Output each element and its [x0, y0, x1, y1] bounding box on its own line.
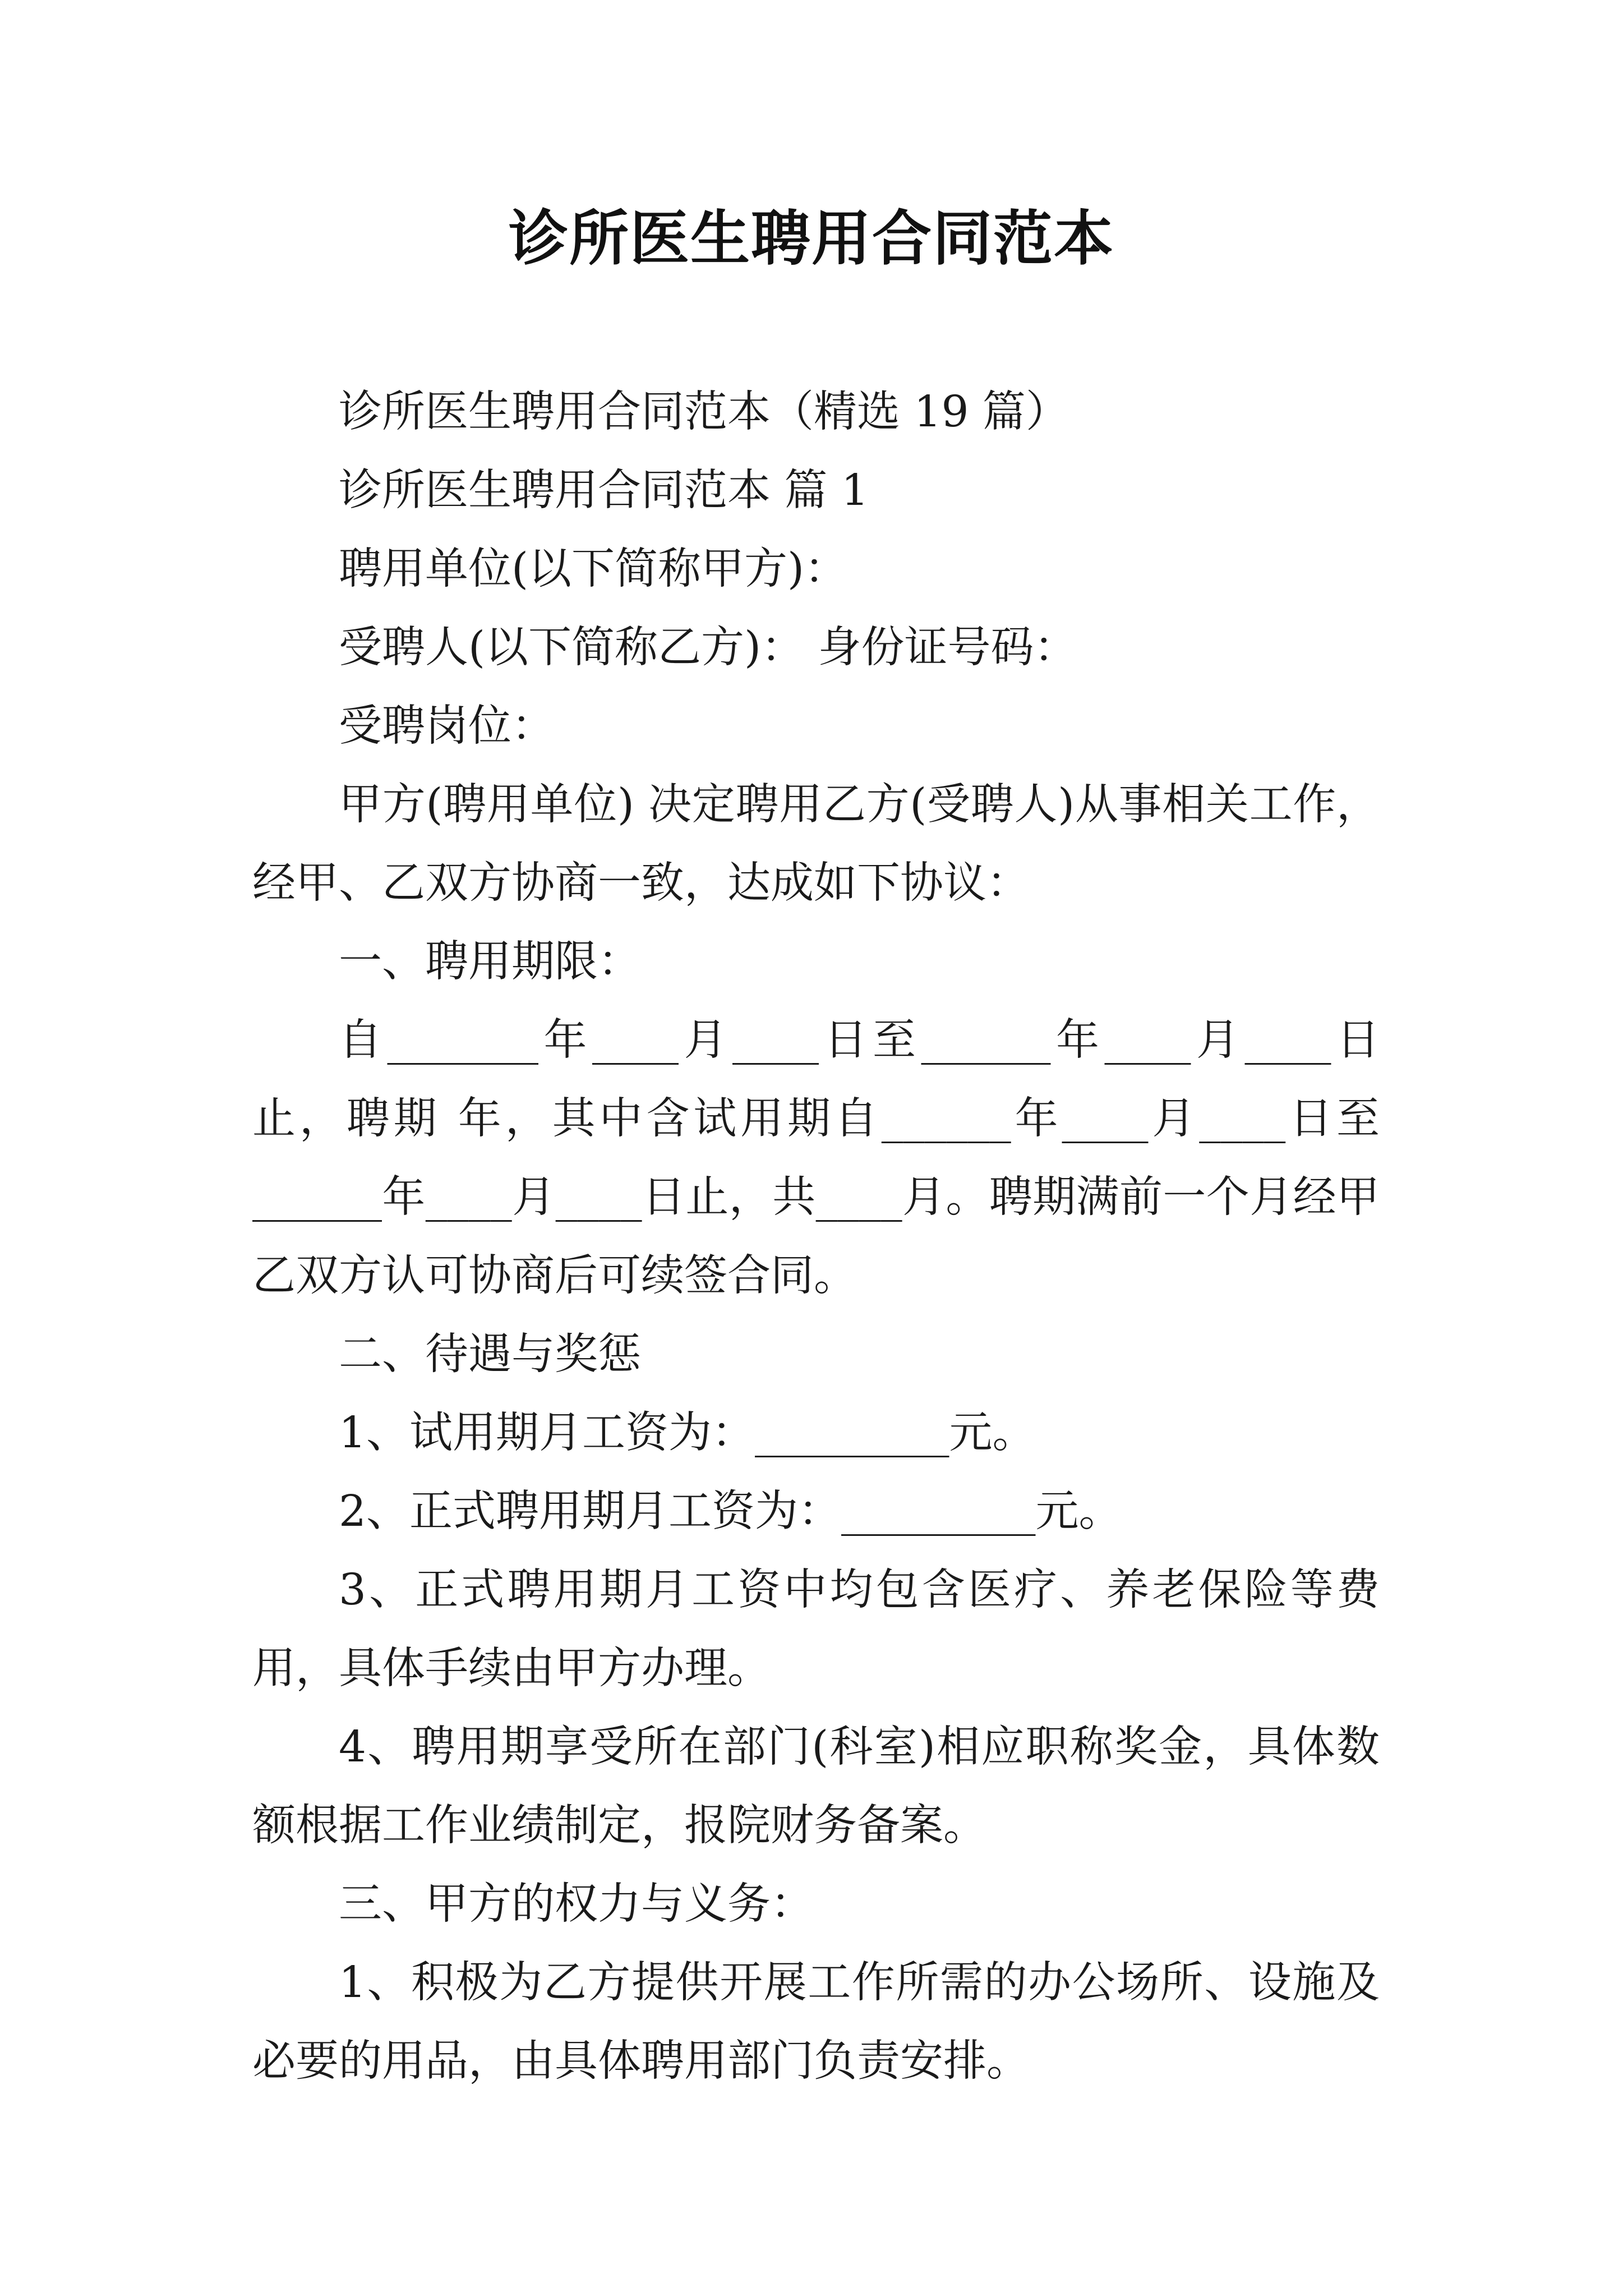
- paragraph-subtitle: 诊所医生聘用合同范本（精选 19 篇）: [339, 387, 1069, 437]
- paragraph-article-heading: 诊所医生聘用合同范本 篇 1: [339, 466, 869, 516]
- section-heading-term: 一、聘用期限：: [339, 937, 641, 987]
- paragraph-bonus: 4、聘用期享受所在部门(科室)相应职称奖金，具体数额根据工作业绩制定，报院财务备案。: [252, 1722, 1380, 1851]
- paragraph-formal-pay: 2、正式聘用期月工资为：_________元。: [339, 1487, 1122, 1536]
- paragraph-term-details: 自_______年____月____日至______年____月____日止，聘期 年，其中含试用期自______年____月____日至______年____月____日止，共____月。聘期满前一个月经甲乙双方认可协商后可续签合同。: [252, 1015, 1380, 1301]
- paragraph-position: 受聘岗位：: [339, 701, 555, 751]
- paragraph-agreement: 甲方(聘用单位) 决定聘用乙方(受聘人)从事相关工作，经甲、乙双方协商一致，达成如下协议：: [252, 780, 1380, 908]
- paragraph-probation-pay: 1、试用期月工资为：_________元。: [339, 1408, 1036, 1458]
- document-title: 诊所医生聘用合同范本: [509, 203, 1114, 273]
- section-heading-employer-duties: 三、甲方的权力与义务：: [339, 1879, 814, 1929]
- document-body: [252, 373, 1380, 2101]
- section-heading-pay: 二、待遇与奖惩: [339, 1329, 641, 1379]
- paragraph-facilities: 1、积极为乙方提供开展工作所需的办公场所、设施及必要的用品，由具体聘用部门负责安排。: [252, 1958, 1380, 2086]
- paragraph-insurance: 3、正式聘用期月工资中均包含医疗、养老保险等费用，具体手续由甲方办理。: [252, 1565, 1380, 1694]
- paragraph-employee: 受聘人(以下简称乙方)： 身份证号码：: [339, 623, 1077, 673]
- paragraph-employer: 聘用单位(以下简称甲方)：: [339, 544, 848, 594]
